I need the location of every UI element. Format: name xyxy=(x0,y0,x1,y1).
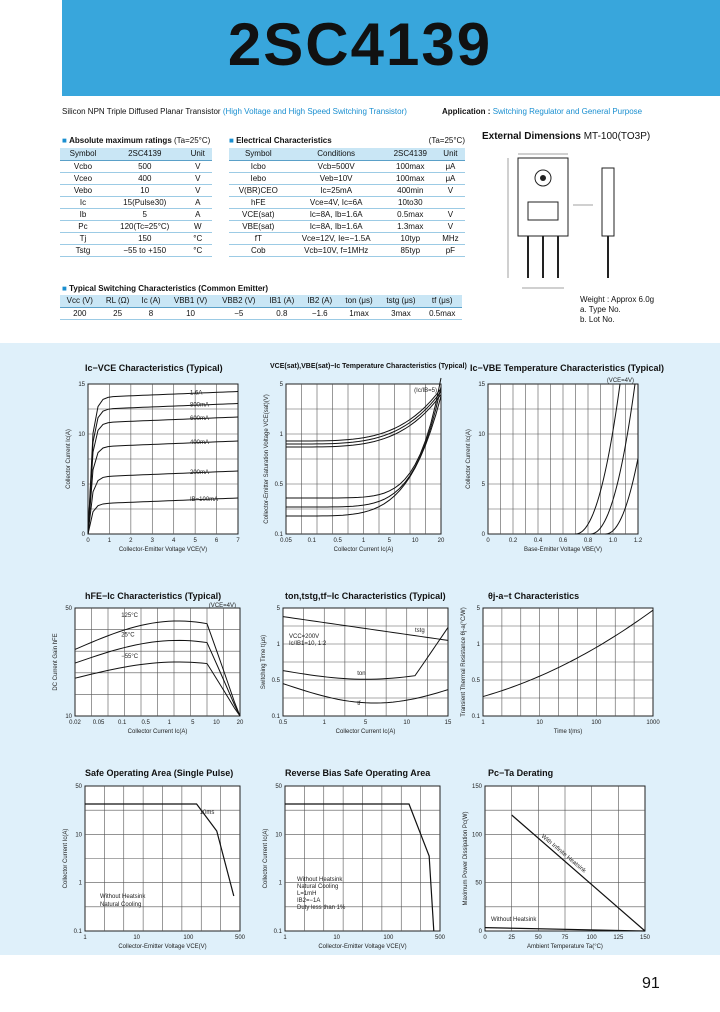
application xyxy=(442,107,720,117)
switching-header: Vcc (V) xyxy=(60,295,100,307)
elec-cell: VBE(sat) xyxy=(229,220,288,232)
abs-max-cell: −55 to +150 xyxy=(106,244,184,256)
abs-max-cell: V xyxy=(184,184,212,196)
abs-max-cell: 500 xyxy=(106,160,184,172)
y-tick-label: 1 xyxy=(476,642,480,648)
x-tick-label: 5 xyxy=(193,538,197,544)
condition-label: Duty less than 1% xyxy=(297,905,346,911)
elec-cell: Cob xyxy=(229,244,288,256)
y-tick-label: 15 xyxy=(478,382,485,388)
x-tick-label: 1 xyxy=(107,538,112,544)
elec-cell: Veb=10V xyxy=(288,172,385,184)
curve-label: tstg xyxy=(415,627,425,634)
x-axis-label: Ambient Temperature Ta(°C) xyxy=(527,944,603,950)
curve-label: IB=100mA xyxy=(190,497,219,503)
condition-label: Without Heatsink xyxy=(297,877,343,883)
application-value: Switching Regulator and General Purpose xyxy=(492,107,643,116)
chart1-plot xyxy=(60,372,250,562)
abs-max-row xyxy=(60,244,212,256)
x-axis-label: Collector Current Ic(A) xyxy=(333,547,394,553)
description xyxy=(62,107,502,117)
application-label: Application : xyxy=(442,107,491,116)
switching-header: IB2 (A) xyxy=(301,295,339,307)
switching-header: VBB2 (V) xyxy=(215,295,263,307)
curve-label: tf xyxy=(357,701,361,708)
switching-header: VBB1 (V) xyxy=(166,295,214,307)
chart4-title: hFE−Ic Characteristics (Typical) xyxy=(85,591,222,601)
x-tick-label: 100 xyxy=(591,720,602,726)
switching-title: ■ Typical Switching Characteristics (Common Emitter) xyxy=(62,284,269,293)
y-tick-label: 50 xyxy=(275,784,282,790)
switching-cell: 0.8 xyxy=(263,307,301,319)
elec-cell: μA xyxy=(436,172,465,184)
condition-label: (VCE=4V) xyxy=(208,603,236,609)
chart9-plot xyxy=(455,778,665,953)
curve-label: Without Heatsink xyxy=(491,917,537,923)
y-axis-label: Transient Thermal Resistance θj-a(°C/W) xyxy=(461,607,467,717)
abs-max-row xyxy=(60,172,212,184)
curve-label: 125°C xyxy=(121,612,138,619)
chart7-plot xyxy=(55,778,255,953)
x-tick-label: 1000 xyxy=(646,720,660,726)
y-tick-label: 50 xyxy=(475,880,482,887)
switching-cell: 0.5max xyxy=(422,307,462,319)
page-number: 91 xyxy=(642,975,660,992)
y-tick-label: 1 xyxy=(276,642,280,648)
abs-max-cell: Vcbo xyxy=(60,160,106,172)
elec-cell: 1.3max xyxy=(385,220,436,232)
y-tick-label: 1 xyxy=(278,880,282,887)
condition-label: (Ic/IB=5) xyxy=(414,388,437,394)
switching-cell: −5 xyxy=(215,307,263,319)
elec-row xyxy=(229,208,465,220)
switching-header: IB1 (A) xyxy=(263,295,301,307)
y-tick-label: 0.5 xyxy=(274,482,283,488)
elec-header: Conditions xyxy=(288,148,385,160)
switching-table xyxy=(60,295,462,320)
y-tick-label: 5 xyxy=(481,482,485,488)
x-tick-label: 0.5 xyxy=(333,538,342,544)
x-tick-label: 1 xyxy=(167,720,171,726)
x-tick-label: 10 xyxy=(333,935,341,941)
y-axis-label: Collector Current Ic(A) xyxy=(263,828,269,889)
switching-cell: 1max xyxy=(339,307,380,319)
elec-row xyxy=(229,172,465,184)
y-tick-label: 15 xyxy=(78,382,85,388)
condition-label: Natural Cooling xyxy=(297,884,339,890)
y-tick-label: 50 xyxy=(75,784,82,790)
abs-max-cell: °C xyxy=(184,232,212,244)
chart8-plot xyxy=(255,778,455,953)
external-title: External Dimensions MT-100(TO3P) xyxy=(482,131,651,142)
x-tick-label: 10 xyxy=(411,538,419,544)
elec-cell: V xyxy=(436,184,465,196)
switching-header: tf (μs) xyxy=(422,295,462,307)
y-axis-label: Collector Current Ic(A) xyxy=(66,429,72,489)
y-tick-label: 0 xyxy=(478,929,482,935)
x-tick-label: 10 xyxy=(403,720,411,726)
elec-table xyxy=(229,148,465,257)
x-tick-label: 1.0 xyxy=(608,538,618,544)
part-number: 2SC4139 xyxy=(227,11,493,78)
elec-cell: VCE(sat) xyxy=(229,208,288,220)
y-axis-label: DC Current Gain hFE xyxy=(53,633,59,691)
x-tick-label: 20 xyxy=(437,538,445,544)
x-tick-label: 125 xyxy=(613,935,624,941)
switching-cell: 200 xyxy=(60,307,100,319)
elec-cell: Iebo xyxy=(229,172,288,184)
x-tick-label: 1 xyxy=(83,935,87,941)
package-drawing xyxy=(498,150,648,310)
x-tick-label: 4 xyxy=(172,538,176,544)
abs-max-title: ■ Absolute maximum ratings (Ta=25°C) xyxy=(62,136,211,145)
chart3-plot xyxy=(456,372,656,562)
x-axis-label: Time t(ms) xyxy=(553,729,583,735)
elec-row xyxy=(229,220,465,232)
x-tick-label: 5 xyxy=(363,720,368,726)
y-tick-label: 0.5 xyxy=(471,678,480,684)
abs-max-cell: A xyxy=(184,208,212,220)
x-tick-label: 15 xyxy=(444,720,452,726)
elec-cell: 100max xyxy=(385,160,436,172)
elec-cell: Ic=25mA xyxy=(288,184,385,196)
abs-max-cell: A xyxy=(184,196,212,208)
elec-row xyxy=(229,184,465,196)
chart3-title: Ic−VBE Temperature Characteristics (Typical) xyxy=(470,363,664,373)
x-tick-label: 0.05 xyxy=(280,538,292,544)
x-tick-label: 0 xyxy=(486,538,490,544)
x-tick-label: 6 xyxy=(214,538,219,544)
abs-max-cell: Pc xyxy=(60,220,106,232)
elec-cell xyxy=(436,196,465,208)
elec-header: Unit xyxy=(436,148,465,160)
abs-max-cell: 15(Pulse30) xyxy=(106,196,184,208)
y-tick-label: 10 xyxy=(65,714,72,720)
y-axis-label: Switching Time t(μs) xyxy=(261,634,267,690)
chart5-title: ton,tstg,tf−Ic Characteristics (Typical) xyxy=(285,591,446,601)
abs-max-cell: 400 xyxy=(106,172,184,184)
curve-label: 25°C xyxy=(121,632,135,639)
x-tick-label: 0 xyxy=(483,935,487,941)
condition-label: VCC=200V xyxy=(289,634,320,640)
abs-max-row xyxy=(60,196,212,208)
switching-cell: −1.6 xyxy=(301,307,339,319)
elec-cell: Vcb=10V, f=1MHz xyxy=(288,244,385,256)
x-tick-label: 1 xyxy=(283,935,287,941)
abs-max-cell: °C xyxy=(184,244,212,256)
abs-max-cell: Tj xyxy=(60,232,106,244)
abs-max-header: Symbol xyxy=(60,148,106,160)
y-tick-label: 50 xyxy=(65,606,72,612)
y-tick-label: 0.1 xyxy=(274,532,283,538)
chart9-title: Pc−Ta Derating xyxy=(488,768,554,778)
chart2-plot xyxy=(258,372,448,562)
x-tick-label: 1 xyxy=(361,538,366,544)
x-tick-label: 3 xyxy=(150,538,154,544)
chart8-title: Reverse Bias Safe Operating Area xyxy=(285,768,431,778)
abs-max-cell: V xyxy=(184,160,212,172)
elec-cell: 85typ xyxy=(385,244,436,256)
abs-max-cell: Ib xyxy=(60,208,106,220)
curve-label: 200mA xyxy=(190,470,210,476)
x-axis-label: Collector-Emitter Voltage VCE(V) xyxy=(318,944,407,950)
x-tick-label: 1 xyxy=(481,720,485,726)
elec-cell: Vcb=500V xyxy=(288,160,385,172)
curve-label: ton xyxy=(357,670,366,677)
abs-max-table xyxy=(60,148,212,257)
abs-max-cell: W xyxy=(184,220,212,232)
abs-max-row xyxy=(60,232,212,244)
y-tick-label: 0.1 xyxy=(271,714,280,720)
elec-row xyxy=(229,244,465,256)
chart6-plot xyxy=(455,600,665,735)
condition-label: IB2=−1A xyxy=(297,898,321,904)
soa-label: Without Heatsink xyxy=(100,894,146,900)
x-axis-label: Collector-Emitter Voltage VCE(V) xyxy=(118,944,207,950)
x-tick-label: 0.6 xyxy=(558,538,568,544)
y-tick-label: 10 xyxy=(78,432,85,438)
elec-cell: V(BR)CEO xyxy=(229,184,288,196)
soa-label: 10ms xyxy=(199,810,215,816)
elec-cell: 10to30 xyxy=(385,196,436,208)
abs-max-cell: Vceo xyxy=(60,172,106,184)
y-tick-label: 1 xyxy=(78,880,82,887)
x-tick-label: 20 xyxy=(236,720,244,726)
chart6-title: θj-a−t Characteristics xyxy=(488,591,580,601)
chart4-plot xyxy=(50,600,250,735)
x-tick-label: 0.4 xyxy=(533,538,543,544)
x-axis-label: Collector-Emitter Voltage VCE(V) xyxy=(118,547,208,553)
abs-max-row xyxy=(60,184,212,196)
elec-row xyxy=(229,160,465,172)
x-tick-label: 0.2 xyxy=(508,538,518,544)
elec-header: 2SC4139 xyxy=(385,148,436,160)
x-tick-label: 10 xyxy=(213,720,220,726)
x-tick-label: 10 xyxy=(536,720,544,726)
y-tick-label: 100 xyxy=(471,832,482,839)
external-notes: Weight : Approx 6.0g a. Type No. b. Lot No. xyxy=(580,295,655,324)
switching-cell: 3max xyxy=(379,307,422,319)
x-tick-label: 1.2 xyxy=(633,538,643,544)
elec-header: Symbol xyxy=(229,148,288,160)
x-tick-label: 2 xyxy=(129,538,133,544)
x-axis-label: Base-Emitter Voltage VBE(V) xyxy=(523,547,603,553)
switching-cell: 10 xyxy=(166,307,214,319)
y-tick-label: 0.1 xyxy=(471,714,480,720)
switching-header: tstg (μs) xyxy=(379,295,422,307)
elec-title: ■ Electrical Characteristics (Ta=25°C) xyxy=(229,136,465,145)
x-tick-label: 5 xyxy=(387,538,392,544)
chart5-plot xyxy=(255,600,455,735)
condition-label: L=1mH xyxy=(297,891,317,897)
x-tick-label: 5 xyxy=(191,720,195,726)
elec-row xyxy=(229,232,465,244)
elec-cell: Vce=12V, Ie=−1.5A xyxy=(288,232,385,244)
switching-header: ton (μs) xyxy=(339,295,380,307)
y-tick-label: 10 xyxy=(75,832,82,839)
y-axis-label: Collector Current Ic(A) xyxy=(63,828,69,889)
y-tick-label: 5 xyxy=(276,606,280,612)
abs-max-row xyxy=(60,220,212,232)
x-tick-label: 100 xyxy=(586,935,597,941)
elec-cell: Ic=8A, Ib=1.6A xyxy=(288,208,385,220)
description-subtitle: (High Voltage and High Speed Switching Transistor) xyxy=(222,107,407,116)
abs-max-header: 2SC4139 xyxy=(106,148,184,160)
y-tick-label: 150 xyxy=(471,784,482,790)
y-tick-label: 0.1 xyxy=(73,929,82,935)
elec-cell: 0.5max xyxy=(385,208,436,220)
x-tick-label: 0.1 xyxy=(117,720,127,726)
x-tick-label: 0.02 xyxy=(69,720,81,726)
switching-cell: 8 xyxy=(136,307,167,319)
x-tick-label: 500 xyxy=(434,935,446,941)
y-axis-label: Collector Current Ic(A) xyxy=(466,429,472,489)
abs-max-row xyxy=(60,160,212,172)
abs-max-cell: V xyxy=(184,172,212,184)
chart7-title: Safe Operating Area (Single Pulse) xyxy=(85,768,234,778)
y-tick-label: 5 xyxy=(476,606,480,612)
x-tick-label: 0.05 xyxy=(92,720,105,726)
x-axis-label: Collector Current Ic(A) xyxy=(335,729,396,735)
elec-cell: μA xyxy=(436,160,465,172)
chart2-title: VCE(sat),VBE(sat)−Ic Temperature Characteristics (Typical) xyxy=(270,363,467,370)
x-tick-label: 50 xyxy=(534,935,542,941)
elec-row xyxy=(229,196,465,208)
x-tick-label: 0.1 xyxy=(307,538,317,544)
x-tick-label: 0.5 xyxy=(278,720,288,726)
description-text: Silicon NPN Triple Diffused Planar Transistor xyxy=(62,107,221,116)
elec-cell: V xyxy=(436,220,465,232)
chart1-title: Ic−VCE Characteristics (Typical) xyxy=(85,363,223,373)
y-tick-label: 0.5 xyxy=(271,678,280,684)
y-tick-label: 0 xyxy=(481,532,485,538)
abs-max-cell: Tstg xyxy=(60,244,106,256)
x-axis-label: Collector Current Ic(A) xyxy=(127,729,188,735)
abs-max-header: Unit xyxy=(184,148,212,160)
elec-cell: MHz xyxy=(436,232,465,244)
y-axis-label: Collector-Emitter Saturation Voltage VCE(sat)(V) xyxy=(264,394,270,524)
abs-max-cell: Vebo xyxy=(60,184,106,196)
elec-cell: Ic=8A, Ib=1.6A xyxy=(288,220,385,232)
switching-header: RL (Ω) xyxy=(100,295,136,307)
y-tick-label: 0 xyxy=(81,532,85,538)
switching-cell: 25 xyxy=(100,307,136,319)
y-tick-label: 10 xyxy=(275,832,282,839)
elec-cell: Vce=4V, Ic=6A xyxy=(288,196,385,208)
switching-header: Ic (A) xyxy=(136,295,167,307)
elec-cell: pF xyxy=(436,244,465,256)
x-tick-label: 0.8 xyxy=(583,538,593,544)
abs-max-cell: 150 xyxy=(106,232,184,244)
curve-label: 400mA xyxy=(190,440,210,446)
abs-max-cell: Ic xyxy=(60,196,106,208)
condition-label: (VCE=4V) xyxy=(606,378,634,384)
curve-label: −55°C xyxy=(121,654,139,660)
x-tick-label: 75 xyxy=(561,935,569,941)
x-tick-label: 10 xyxy=(133,935,141,941)
y-tick-label: 10 xyxy=(478,432,485,438)
elec-cell: 400min xyxy=(385,184,436,196)
condition-label: Ic/IB1=10, 1:2 xyxy=(289,641,327,647)
elec-cell: V xyxy=(436,208,465,220)
x-tick-label: 25 xyxy=(508,935,516,941)
x-tick-label: 0 xyxy=(86,538,90,544)
elec-cell: fT xyxy=(229,232,288,244)
x-tick-label: 0.5 xyxy=(141,720,150,726)
elec-cell: Icbo xyxy=(229,160,288,172)
y-axis-label: Maximum Power Dissipation Pc(W) xyxy=(463,811,469,906)
abs-max-cell: 5 xyxy=(106,208,184,220)
x-tick-label: 7 xyxy=(236,538,240,544)
elec-cell: 10typ xyxy=(385,232,436,244)
y-tick-label: 5 xyxy=(279,382,283,388)
x-tick-label: 1 xyxy=(322,720,326,726)
elec-cell: 100max xyxy=(385,172,436,184)
x-tick-label: 150 xyxy=(639,935,651,941)
elec-cell: hFE xyxy=(229,196,288,208)
x-tick-label: 500 xyxy=(234,935,246,941)
abs-max-row xyxy=(60,208,212,220)
soa-label: Natural Cooling xyxy=(100,902,142,908)
curve-label: 1.6A xyxy=(190,390,203,397)
curve-label: With Infinite Heatsink xyxy=(539,833,587,875)
curve-label: 800mA xyxy=(190,402,210,409)
curve-label: 600mA xyxy=(190,416,210,422)
abs-max-cell: 10 xyxy=(106,184,184,196)
abs-max-cell: 120(Tc=25°C) xyxy=(106,220,184,232)
y-tick-label: 1 xyxy=(279,432,283,438)
y-tick-label: 0.1 xyxy=(273,929,282,935)
y-tick-label: 5 xyxy=(81,482,85,488)
x-tick-label: 100 xyxy=(383,935,394,941)
x-tick-label: 100 xyxy=(183,935,194,941)
